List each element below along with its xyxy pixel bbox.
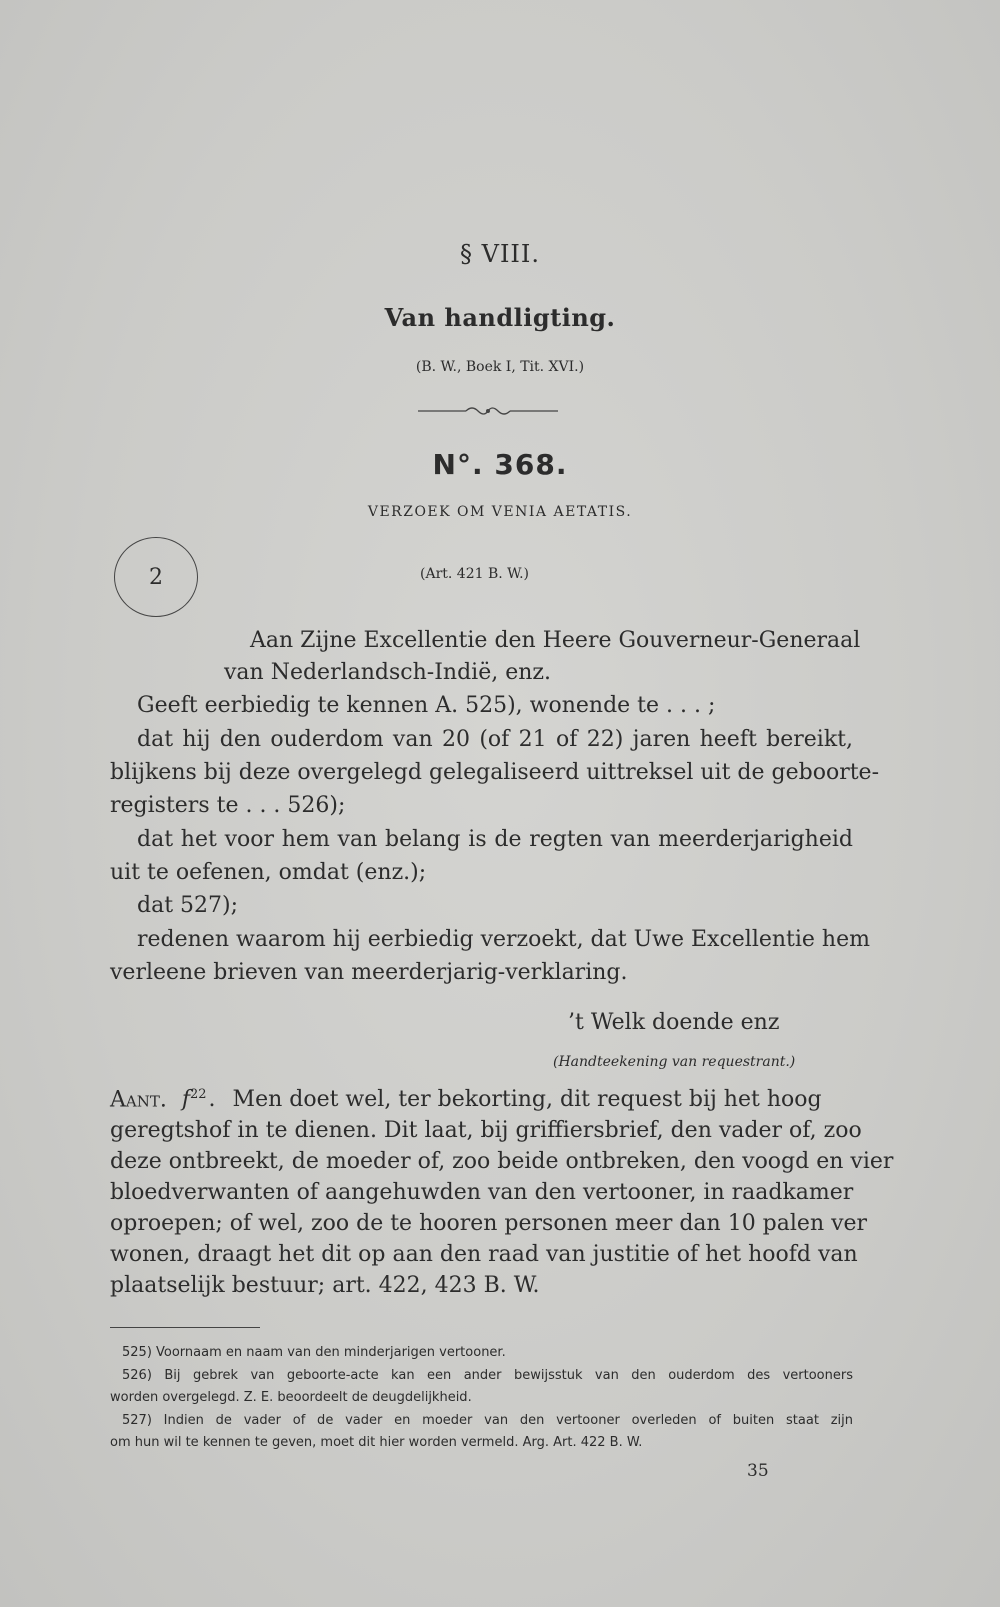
annotation-line: Men doet wel, ter bekorting, dit request bij het hoog — [232, 1087, 822, 1113]
letter-line: redenen waarom hij eerbiedig verzoekt, dat Uwe Excellentie hem — [137, 927, 870, 952]
annotation-line: deze ontbreekt, de moeder of, zoo beide ontbreken, den voogd en vier — [110, 1149, 894, 1174]
footnote: 526) Bij gebrek van geboorte-acte kan een ander bewijsstuk van den ouderdom des vertooners — [122, 1368, 853, 1383]
law-reference: (B. W., Boek I, Tit. XVI.) — [415, 359, 585, 375]
signature-note: (Handteekening van requestrant.) — [553, 1054, 796, 1070]
letter-line: registers te . . . 526); — [110, 793, 346, 818]
section-title: Van handligting. — [384, 303, 616, 332]
document-subject: VERZOEK OM VENIA AETATIS. — [367, 504, 633, 520]
footnote: 527) Indien de vader of de vader en moeder van den vertooner overleden of buiten staat zijn — [122, 1413, 853, 1428]
section-heading: § VIII. — [459, 240, 541, 268]
letter-line: blijkens bij deze overgelegd gelegaliseerd uittreksel uit de geboorte- — [110, 760, 880, 785]
annotation-line: geregtshof in te dienen. Dit laat, bij griffiersbrief, den vader of, zoo — [110, 1118, 862, 1143]
ornament-divider-icon — [418, 402, 558, 421]
annotation-line: oproepen; of wel, zoo de te hooren personen meer dan 10 palen ver — [110, 1211, 868, 1236]
annotation-ref-sup: 22 — [190, 1087, 207, 1102]
footnote: 525) Voornaam en naam van den minderjarigen vertooner. — [122, 1345, 506, 1360]
letter-line: dat 527); — [137, 893, 239, 918]
annotation-line: wonen, draagt het dit op aan den raad van justitie of het hoofd van — [110, 1242, 858, 1267]
letter-line: Aan Zijne Excellentie den Heere Gouverneur-Generaal — [250, 628, 861, 653]
footnote: om hun wil te kennen te geven, moet dit hier worden vermeld. Arg. Art. 422 B. W. — [110, 1435, 643, 1450]
page-number: 35 — [747, 1461, 769, 1481]
letter-line: verleene brieven van meerderjarig-verklaring. — [110, 960, 628, 985]
annotation-line: bloedverwanten of aangehuwden van den vertooner, in raadkamer — [110, 1180, 854, 1205]
closing-formula: ’t Welk doende enz — [568, 1010, 780, 1035]
letter-line: uit te oefenen, omdat (enz.); — [110, 860, 427, 885]
letter-line: dat hij den ouderdom van 20 (of 21 of 22) jaren heeft bereikt, — [137, 727, 853, 752]
annotation-label: Aant. — [110, 1087, 167, 1113]
letter-line: Geeft eerbiedig te kennen A. 525), wonende te . . . ; — [137, 693, 716, 718]
document-number: N°. 368. — [432, 448, 568, 481]
margin-mark-number: 2 — [149, 564, 163, 590]
margin-mark — [114, 537, 198, 617]
letter-line: van Nederlandsch-Indië, enz. — [224, 660, 551, 685]
footnote-divider — [110, 1327, 260, 1328]
letter-line: dat het voor hem van belang is de regten van meerderjarigheid — [137, 827, 853, 852]
annotation-first-line: Aant. $f^{22}$. Men doet wel, ter bekorting, dit request bij het hoog — [110, 1087, 822, 1113]
annotation-ref: f — [181, 1087, 190, 1113]
article-reference: (Art. 421 B. W.) — [420, 566, 530, 582]
footnote: worden overgelegd. Z. E. beoordeelt de deugdelijkheid. — [110, 1390, 472, 1405]
annotation-line: plaatselijk bestuur; art. 422, 423 B. W. — [110, 1273, 540, 1298]
